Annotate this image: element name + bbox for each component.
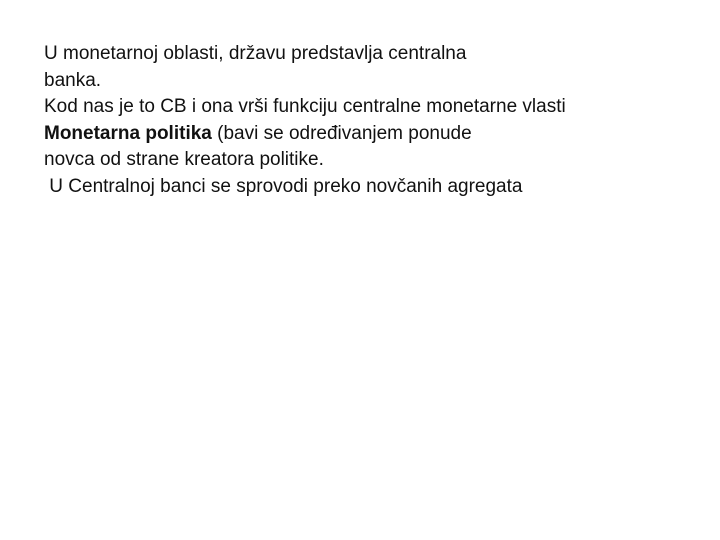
text-line-5: novca od strane kreatora politike. [44, 149, 324, 170]
text-line-1: U monetarnoj oblasti, državu predstavlja centralna [44, 43, 467, 64]
text-line-6: U Centralnoj banci se sprovodi preko novčanih agregata [44, 175, 523, 197]
text-line-2: banka. [44, 69, 102, 91]
slide-text-body [44, 41, 704, 200]
text-line-3: Kod nas je to CB i ona vrši funkciju centralne monetarne vlasti [44, 96, 566, 117]
monetary-policy-term: Monetarna politika [44, 122, 212, 144]
monetary-policy-definition: (bavi se određivanjem ponude [211, 122, 472, 144]
text-line-4 [44, 121, 704, 148]
